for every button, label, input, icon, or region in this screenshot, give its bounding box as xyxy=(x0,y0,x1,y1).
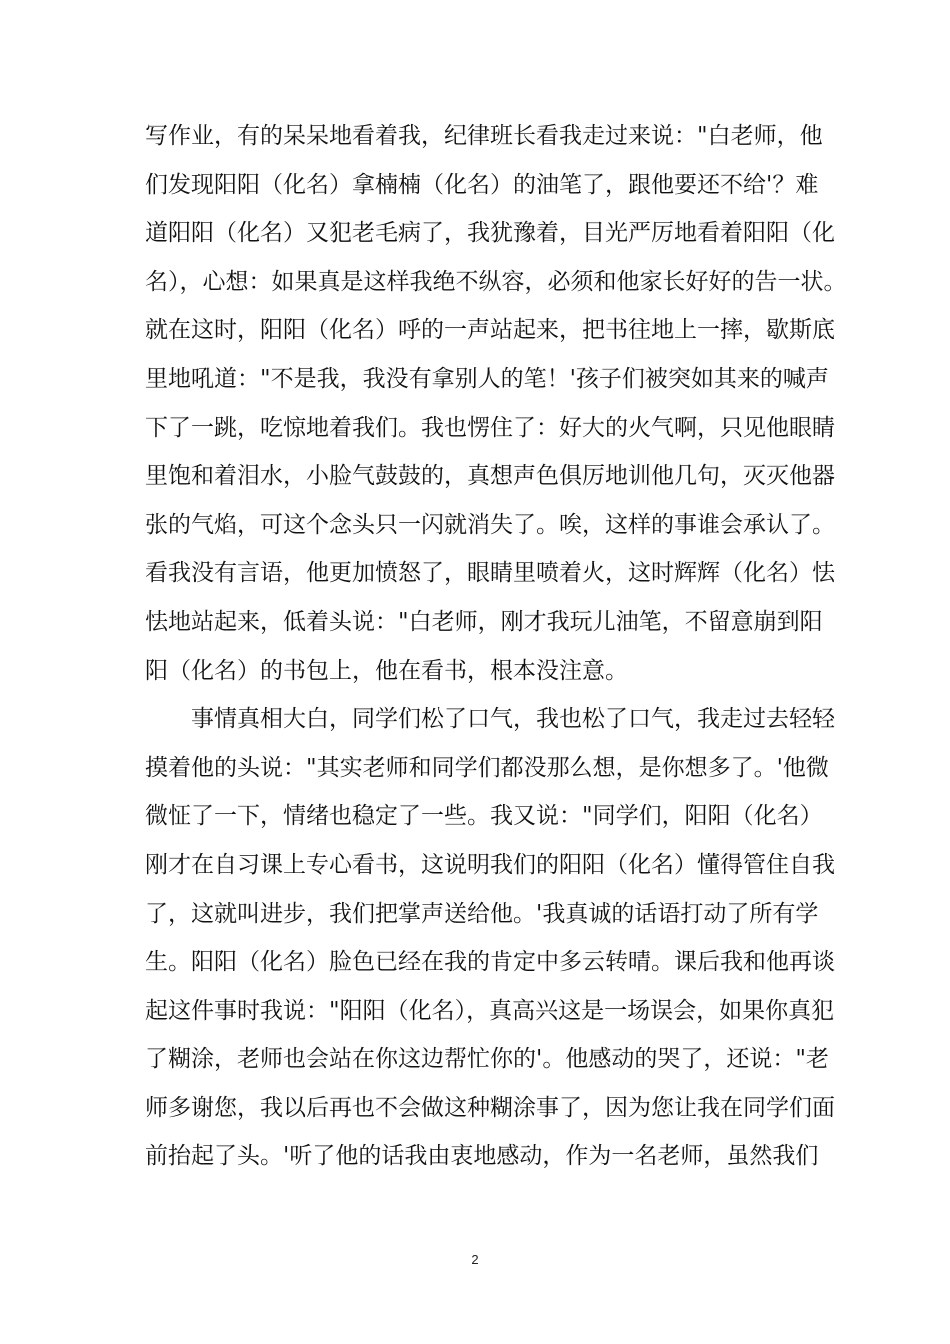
page-number: 2 xyxy=(471,1252,479,1267)
text-line: 阳（化名）的书包上，他在看书，根本没注意。 xyxy=(145,657,628,684)
text-line: 下了一跳，吃惊地着我们。我也愣住了：好大的火气啊，只见他眼睛 xyxy=(145,414,835,441)
text-line: 刚才在自习课上专心看书，这说明我们的阳阳（化名）懂得管住自我 xyxy=(145,851,835,878)
text-line: 们发现阳阳（化名）拿楠楠（化名）的油笔了，跟他要还不给'？难 xyxy=(145,171,819,198)
text-line: 前抬起了头。'听了他的话我由衷地感动，作为一名老师，虽然我们 xyxy=(145,1143,819,1170)
paragraph-1 xyxy=(145,112,847,695)
body-text xyxy=(145,112,847,1181)
text-line: 生。阳阳（化名）脸色已经在我的肯定中多云转晴。课后我和他再谈 xyxy=(145,949,835,976)
text-line: 就在这时，阳阳（化名）呼的一声站起来，把书往地上一摔，歇斯底 xyxy=(145,317,835,344)
text-line: 写作业，有的呆呆地看着我，纪律班长看我走过来说："白老师，他 xyxy=(145,123,823,149)
text-line: 里饱和着泪水，小脸气鼓鼓的，真想声色俱厉地训他几句，灭灭他器 xyxy=(145,463,835,490)
text-line: 了，这就叫进步，我们把掌声送给他。'我真诚的话语打动了所有学 xyxy=(145,900,819,927)
text-line: 道阳阳（化名）又犯老毛病了，我犹豫着，目光严厉地看着阳阳（化 xyxy=(145,220,835,247)
text-line: 事情真相大白，同学们松了口气，我也松了口气，我走过去轻轻 xyxy=(191,706,835,733)
text-line: 摸着他的头说："其实老师和同学们都没那么想，是你想多了。'他微 xyxy=(145,754,829,781)
text-line: 张的气焰，可这个念头只一闪就消失了。唉，这样的事谁会承认了。 xyxy=(145,511,835,538)
text-line: 了糊涂，老师也会站在你这边帮忙你的'。他感动的哭了，还说："老 xyxy=(145,1046,829,1073)
text-line: 起这件事时我说："阳阳（化名），真高兴这是一场误会，如果你真犯 xyxy=(145,997,835,1024)
text-line: 看我没有言语，他更加愤怒了，眼睛里喷着火，这时辉辉（化名）怯 xyxy=(145,560,835,587)
text-line: 怯地站起来，低着头说："白老师，刚才我玩儿油笔，不留意崩到阳 xyxy=(145,608,823,635)
text-line: 名），心想：如果真是这样我绝不纵容，必须和他家长好好的告一状。 xyxy=(145,268,847,295)
text-line: 微怔了一下，情绪也稳定了一些。我又说："同学们，阳阳（化名） xyxy=(145,803,823,830)
text-line: 里地吼道："不是我，我没有拿别人的笔！'孩子们被突如其来的喊声 xyxy=(145,365,829,392)
paragraph-2 xyxy=(145,695,835,1181)
text-line: 师多谢您，我以后再也不会做这种糊涂事了，因为您让我在同学们面 xyxy=(145,1094,835,1121)
